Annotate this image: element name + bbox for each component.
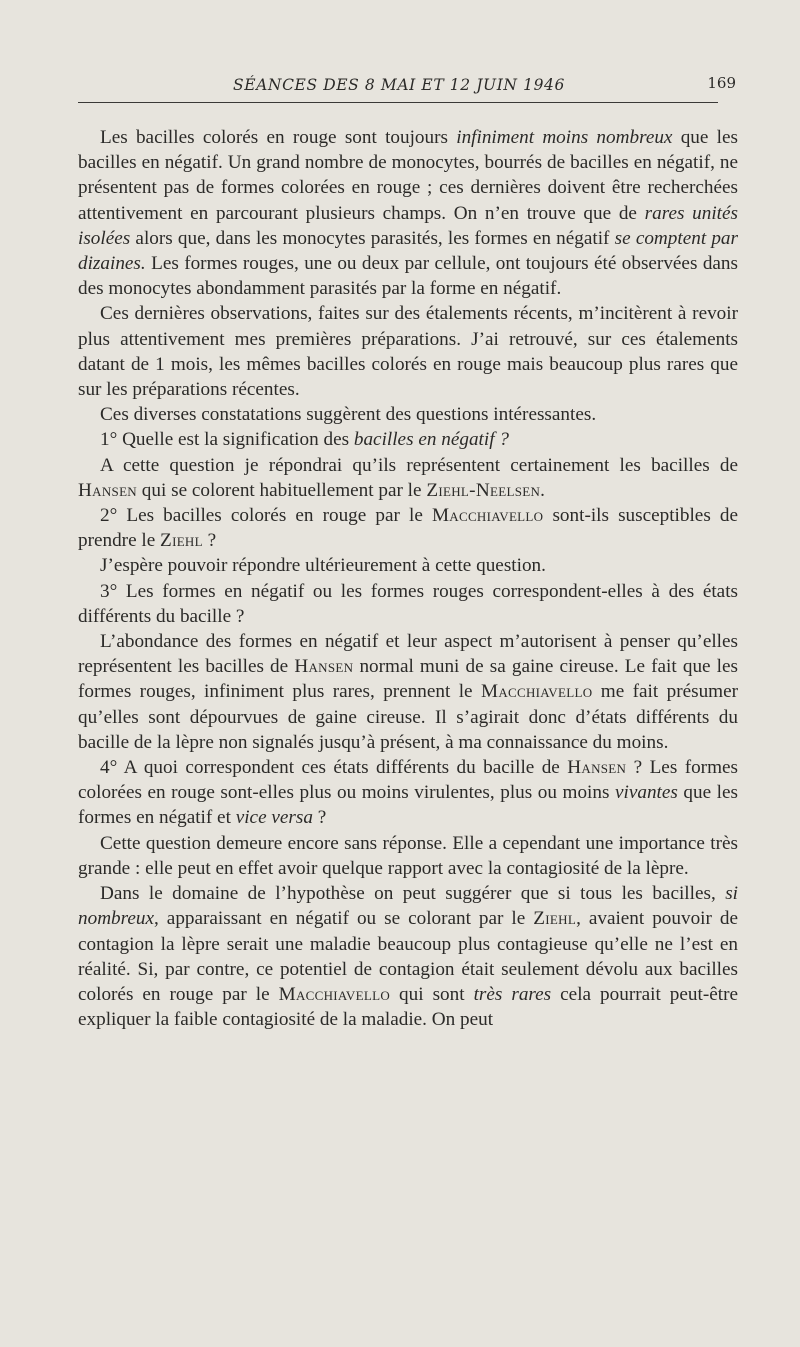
italic-text: se comptent par dizaines.	[78, 227, 738, 275]
text-run: J’espère pouvoir répondre ultérieurement à cette question.	[100, 555, 546, 577]
text-run: Les bacilles colorés en rouge sont toujours	[100, 127, 457, 148]
text-run: 3° Les formes en négatif ou les formes rouges correspondent-elles à des états différents du bacille ?	[78, 580, 738, 627]
text-run: qui se colorent habituellement par le	[137, 479, 427, 501]
text-run: , avaient pouvoir de contagion la lèpre serait une maladie beaucoup plus contagieuse qu’elle ne l’est en réalité. Si, par contre, ce potentiel de contagion était seulement dévolu aux bacilles colorés en rouge par le	[78, 908, 738, 1005]
paragraph	[78, 427, 738, 452]
author-name: Macchiavello	[278, 983, 391, 1005]
paragraph	[78, 453, 738, 503]
text-run: ? Les formes colorées en rouge sont-elles plus ou moins virulentes, plus ou moins	[78, 757, 738, 804]
italic-text: vivantes	[614, 782, 678, 804]
text-run: qui sont	[390, 983, 474, 1005]
author-name: Hansen	[567, 757, 627, 779]
text-run: .	[540, 479, 545, 501]
text-run: , apparaissant en négatif ou se colorant par le	[154, 908, 534, 930]
text-run: A cette question je répondrai qu’ils représentent certainement les bacilles de	[100, 454, 738, 476]
author-name: Macchiavello	[480, 681, 593, 703]
text-run: 1° Quelle est la signification des	[100, 429, 354, 451]
text-run: 4° A quoi correspondent ces états différents du bacille de	[100, 757, 568, 779]
paragraph	[78, 125, 738, 301]
paragraph	[78, 629, 738, 755]
running-head-title: SÉANCES DES 8 MAI ET 12 JUIN 1946	[233, 76, 565, 94]
paragraph	[78, 301, 738, 402]
text-run: ?	[312, 807, 327, 829]
text-run: 2° Les bacilles colorés en rouge par le	[100, 505, 432, 527]
paragraph	[78, 402, 738, 427]
text-run: alors que, dans les monocytes parasités, les formes en négatif	[130, 227, 615, 249]
italic-text: rares unités isolées	[78, 202, 738, 249]
paragraph	[78, 831, 738, 881]
author-name: Hansen	[78, 479, 137, 501]
author-name: Hansen	[294, 656, 354, 678]
page-number: 169	[707, 74, 736, 92]
text-run: me fait présumer qu’elles sont dépourvues de gaine cireuse. Il s’agirait donc d’états différents du bacille de la lèpre non signalés jusqu’à présent, à ma connaissance du moins.	[78, 681, 738, 753]
text-run: ?	[202, 530, 217, 552]
text-run: cela pourrait peut-être expliquer la faible contagiosité de la maladie. On peut	[78, 983, 738, 1031]
italic-text: vice versa	[235, 807, 313, 829]
paragraph	[78, 579, 738, 629]
text-run: normal muni de sa gaine cireuse. Le fait que les formes rouges, infiniment plus rares, prennent le	[78, 656, 738, 703]
italic-text: infiniment moins nombreux	[456, 127, 673, 148]
text-run: Ces dernières observations, faites sur des étalements récents, m’incitèrent à revoir plus attentivement mes premières préparations. J’ai retrouvé, sur ces étalements datant de 1 mois, les mêmes bacilles colorés en rouge mais beaucoup plus rares que sur les préparations récentes.	[78, 303, 738, 401]
text-run: que les formes en négatif et	[78, 782, 738, 829]
author-name: Ziehl-Neelsen	[426, 479, 541, 501]
text-run: L’abondance des formes en négatif et leur aspect m’autorisent à penser qu’elles représentent les bacilles de	[78, 631, 738, 678]
paragraph	[78, 553, 738, 578]
paragraph	[78, 503, 738, 553]
text-run: que les bacilles en négatif. Un grand nombre de monocytes, bourrés de bacilles en négatif, ne présentent pas de formes colorées en rouge ; ces dernières doivent être recherchées attentivement en parcourant plusieurs champs. On n’en trouve que de	[78, 127, 738, 224]
text-run: sont-ils susceptibles de prendre le	[78, 505, 738, 552]
text-run: Cette question demeure encore sans réponse. Elle a cependant une importance très grande : elle peut en effet avoir quelque rapport avec la contagiosité de la lèpre.	[78, 832, 738, 879]
italic-text: si nombreux	[78, 883, 738, 930]
author-name: Macchiavello	[431, 505, 544, 527]
italic-text: bacilles en négatif ?	[353, 429, 509, 451]
text-run: Dans le domaine de l’hypothèse on peut suggérer que si tous les bacilles,	[100, 883, 726, 905]
body-text	[78, 125, 738, 1032]
author-name: Ziehl	[533, 908, 577, 930]
italic-text: très rares	[473, 983, 552, 1005]
running-head	[78, 74, 736, 103]
author-name: Ziehl	[160, 530, 203, 552]
text-run: Ces diverses constatations suggèrent des questions intéressantes.	[100, 404, 597, 426]
paragraph	[78, 881, 738, 1032]
paragraph	[78, 755, 738, 831]
text-run: Les formes rouges, une ou deux par cellule, ont toujours été observées dans des monocytes abondamment parasités par la forme en négatif.	[78, 253, 738, 300]
